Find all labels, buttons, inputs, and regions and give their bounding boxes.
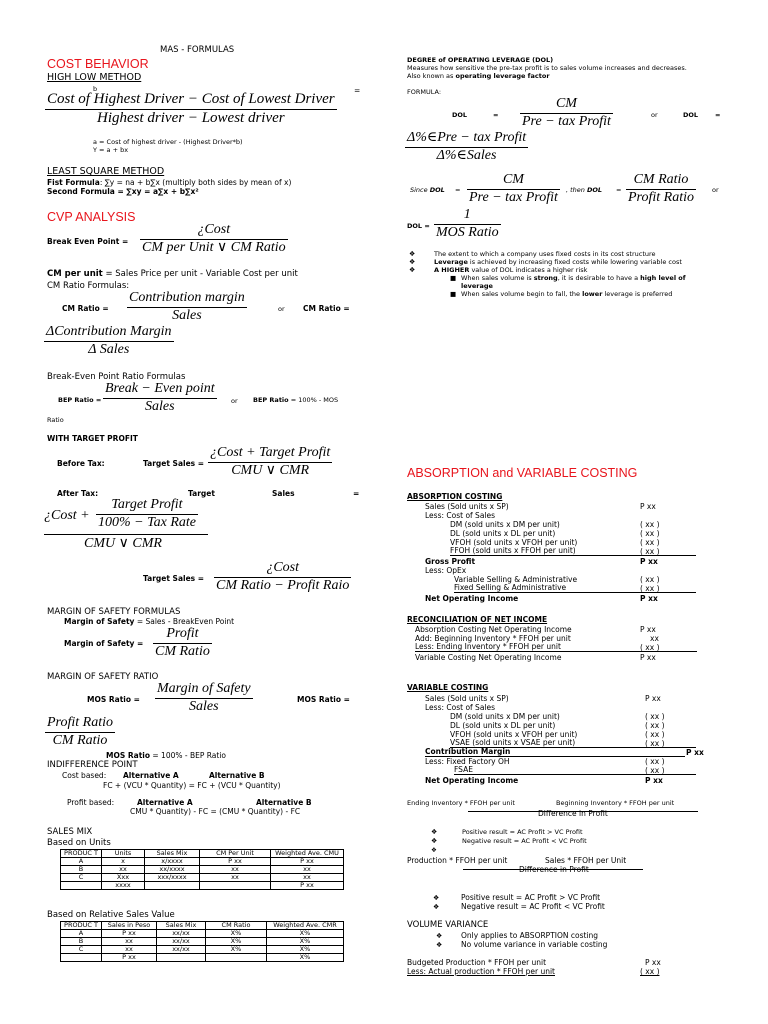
statement-line-label: Variable Selling & Administrative: [454, 575, 578, 584]
a-formula: a = Cost of highest driver - (Highest Driver*b): [93, 138, 243, 146]
variable-costing-heading: VARIABLE COSTING: [407, 683, 489, 692]
table-cell: xx/xxxx: [145, 866, 200, 874]
dol-f2-denominator: Δ%∈Sales: [436, 147, 497, 163]
dol-bullet-1: [409, 250, 656, 258]
table-cell: x/xxxx: [145, 858, 200, 866]
table-cell: P xx: [102, 954, 157, 962]
dol-equals-3: =: [455, 186, 461, 194]
bep-ratio-label: BEP Ratio =: [58, 396, 102, 404]
dol-fraction-4: [626, 173, 696, 205]
dol-aka-term: operating leverage factor: [455, 72, 550, 80]
table-cell: X%: [267, 946, 344, 954]
bep-ratio-fraction: [103, 382, 217, 414]
dol-aka: [407, 72, 550, 80]
table-header: Sales Mix: [145, 850, 200, 858]
table-cell: [145, 882, 200, 890]
table-cell: X%: [206, 938, 267, 946]
or-text: or: [651, 111, 658, 119]
mos-ratio-label: MOS Ratio =: [87, 695, 140, 704]
cm-per-unit-label: CM per unit: [47, 269, 103, 279]
square-bullet-icon: ■: [450, 290, 457, 298]
table-header: Sales Mix: [157, 922, 206, 930]
statement-line-value: P xx: [640, 594, 658, 603]
bep-ratio-alt: [253, 396, 338, 404]
first-formula: [47, 178, 291, 187]
after-tax-sales: Sales: [272, 489, 295, 498]
table-row: [61, 882, 344, 890]
target-sales-label-2: Target Sales =: [143, 574, 205, 583]
absorption-costing-heading: ABSORPTION COSTING: [407, 492, 503, 501]
table-cell: [206, 954, 267, 962]
bep-fraction: [140, 223, 288, 255]
after-tax-equals: =: [353, 489, 360, 498]
diamond-bullet-icon: ❖: [436, 941, 443, 949]
since-dol-label: DOL: [429, 186, 445, 194]
bep-denominator: CM per Unit ∨ CM Ratio: [142, 239, 286, 255]
sub-bullet-1-a: When sales volume is: [461, 274, 534, 282]
table-cell: B: [61, 938, 102, 946]
table-cell: X%: [267, 938, 344, 946]
b-label: b: [93, 85, 98, 93]
dol-label: DOL: [452, 111, 468, 119]
before-tax-denominator: CMU ∨ CMR: [231, 462, 310, 478]
statement-line-value: ( xx ): [645, 730, 665, 739]
statement-line-value: P xx: [645, 694, 661, 703]
ratio-word: Ratio: [47, 416, 64, 424]
square-bullet-icon: ■: [450, 274, 457, 282]
table-cell: [61, 954, 102, 962]
statement-line-value: P xx: [640, 625, 656, 634]
after-tax-inner-numerator: Target Profit: [111, 497, 183, 512]
indifference-heading: INDIFFERENCE POINT: [47, 760, 138, 770]
after-tax-inner-denominator: 100% − Tax Rate: [98, 514, 196, 530]
volume-variance-bullet-2-text: No volume variance in variable costing: [461, 940, 608, 949]
then-dol: [566, 186, 602, 194]
statement-line-label: DM (sold units x DM per unit): [450, 712, 560, 721]
y-formula: Y = a + bx: [93, 146, 129, 154]
delta-cm-denominator: Δ Sales: [88, 341, 130, 357]
units-heading: Based on Units: [47, 838, 111, 848]
dol-equals: =: [493, 111, 499, 119]
table-row: [61, 858, 344, 866]
table-header: Weighted Ave. CMR: [267, 922, 344, 930]
dol-label-2: DOL: [683, 111, 699, 119]
statement-line-value: ( xx ): [645, 712, 665, 721]
table-cell: P xx: [102, 930, 157, 938]
delta-cm-fraction: [44, 325, 174, 357]
cost-behavior-heading: COST BEHAVIOR: [47, 57, 149, 71]
dol-equals-2: =: [715, 111, 721, 119]
sales-value-table-body: [61, 930, 344, 962]
high-low-numerator: Cost of Highest Driver − Cost of Lowest Driver: [47, 91, 335, 107]
diamond-bullet-icon: ❖: [436, 932, 443, 940]
mos-fraction: [153, 627, 212, 659]
table-cell: xx/xx: [157, 930, 206, 938]
reconciliation-heading: RECONCILIATION OF NET INCOME: [407, 615, 548, 624]
table-cell: xx: [102, 946, 157, 954]
table-cell: P xx: [200, 858, 271, 866]
budgeted-production: Budgeted Production * FFOH per unit: [407, 958, 547, 967]
table-header: PRODUC T: [61, 922, 102, 930]
table-cell: xx: [200, 874, 271, 882]
target-profit-heading: WITH TARGET PROFIT: [47, 434, 138, 443]
table-cell: xxx/xxxx: [145, 874, 200, 882]
target-sales-2-fraction: [214, 561, 351, 593]
sales-ffoh: Sales * FFOH per Unit: [545, 856, 627, 865]
table-row: [61, 954, 344, 962]
table-cell: xx: [271, 874, 344, 882]
profit-ratio-numerator: Profit Ratio: [47, 715, 113, 730]
negative-result-1: [431, 837, 587, 845]
high-low-heading: HIGH LOW METHOD: [47, 72, 142, 83]
sub-bullet-2-a: When sales volume begin to fall, the: [461, 290, 583, 298]
bep-ratio-label-2: BEP Ratio: [253, 396, 289, 404]
dol-f4-numerator: CM Ratio: [633, 172, 689, 187]
statement-line-label: Less: Cost of Sales: [425, 703, 496, 712]
dol-bullet-3-bold: A HIGHER: [434, 266, 470, 274]
table-header: Weighted Ave. CMU: [271, 850, 344, 858]
statement-line-value: ( xx ): [640, 643, 660, 652]
sales-value-table: [60, 921, 344, 962]
table-header: CM Per Unit: [200, 850, 271, 858]
diamond-bullet-icon: ❖: [409, 266, 416, 274]
dol-fraction-5: [434, 208, 501, 240]
bep-ratio-alt-text: = 100% - MOS: [288, 396, 339, 404]
table-cell: xxxx: [102, 882, 145, 890]
diamond-bullet-icon: ❖: [431, 846, 437, 854]
dol-bullet-2-bold: Leverage: [434, 258, 468, 266]
table-cell: X%: [267, 954, 344, 962]
negative-result-1-text: Negative result = AC Profit < VC Profit: [462, 837, 587, 845]
table-cell: xx: [271, 866, 344, 874]
mos-line-2-label: Margin of Safety =: [64, 639, 144, 648]
bep-ratio-denominator: Sales: [145, 398, 175, 414]
volume-variance-bullet-1: [436, 931, 599, 940]
dol-f3-numerator: CM: [502, 172, 524, 187]
mos-ratio-numerator: Margin of Safety: [157, 681, 251, 696]
statement-line-label: Variable Costing Net Operating Income: [415, 653, 562, 662]
statement-line-label: Less: Ending Inventory * FFOH per unit: [415, 643, 697, 652]
statement-line-label: Sales (Sold units x SP): [425, 694, 509, 703]
dol-equals-4: =: [616, 186, 622, 194]
cm-ratio-numerator: Contribution margin: [129, 290, 245, 305]
units-table-body: [61, 858, 344, 890]
actual-production: Less: Actual production * FFOH per unit: [407, 967, 555, 976]
statement-line-label: Sales (Sold units x SP): [425, 502, 509, 511]
mos-denominator: CM Ratio: [155, 643, 210, 659]
mos-line-1: [64, 617, 234, 626]
profit-ratio-denominator: CM Ratio: [52, 732, 108, 748]
table-cell: Xxx: [102, 874, 145, 882]
dol-bullet-1-text: The extent to which a company uses fixed costs in its cost structure: [434, 250, 656, 258]
target-sales-2-numerator: ¿Cost: [266, 560, 300, 575]
before-tax-label: Before Tax:: [57, 459, 105, 468]
statement-line-value: ( xx ): [645, 757, 665, 766]
diamond-bullet-icon: ❖: [433, 903, 440, 911]
statement-line-label: DM (sold units x DM per unit): [450, 520, 560, 529]
cm-ratio-formulas: CM Ratio Formulas:: [47, 281, 130, 291]
dol-f1-numerator: CM: [555, 96, 577, 111]
mos-ratio-label-2: MOS Ratio =: [297, 695, 350, 704]
dol-sub-bullet-1-cont: leverage: [461, 282, 493, 290]
mos-bep-text: = 100% - BEP Ratio: [150, 751, 227, 760]
or-text-2: or: [712, 186, 719, 194]
table-row: [61, 866, 344, 874]
cm-ratio-denominator: Sales: [172, 307, 202, 323]
dol-f3-denominator: Pre − tax Profit: [469, 189, 558, 205]
after-tax-denominator: CMU ∨ CMR: [84, 536, 162, 551]
first-formula-label: Fist Formula: [47, 178, 100, 187]
alt-b-label-2: Alternative B: [256, 798, 312, 807]
statement-line-label: Less: Cost of Sales: [425, 511, 496, 520]
least-square-heading: LEAST SQUARE METHOD: [47, 166, 165, 177]
diamond-bullet-icon: ❖: [433, 894, 440, 902]
positive-result-1: [431, 828, 583, 836]
cm-ratio-label: CM Ratio =: [62, 304, 109, 313]
volume-variance-heading: VOLUME VARIANCE: [407, 920, 489, 930]
statement-line-label: FFOH (sold units x FFOH per unit): [450, 547, 696, 556]
dol-aka-text: Also known as: [407, 72, 456, 80]
mos-bep-label: MOS Ratio: [106, 751, 150, 760]
statement-line-label: VFOH (sold units x VFOH per unit): [450, 730, 578, 739]
negative-result-2-text: Negative result = AC Profit < VC Profit: [461, 902, 605, 911]
dol-bullet-3-text: value of DOL indicates a higher risk: [469, 266, 588, 274]
equals-sign: =: [354, 86, 361, 95]
dol-f1-denominator: Pre − tax Profit: [522, 113, 611, 129]
mos-ratio-heading: MARGIN OF SAFETY RATIO: [47, 672, 159, 682]
dol-fraction-3: [467, 173, 560, 205]
table-header: CM Ratio: [206, 922, 267, 930]
page-title: MAS - FORMULAS: [160, 45, 235, 55]
first-formula-text: : ∑y = na + b∑x (multiply both sides by mean of x): [99, 178, 292, 187]
table-cell: B: [61, 866, 102, 874]
cm-per-unit-text: = Sales Price per unit - Variable Cost per unit: [102, 269, 298, 279]
diamond-bullet-icon: ❖: [431, 837, 438, 845]
after-tax-target: Target: [188, 489, 215, 498]
diamond-bullet-icon: ❖: [409, 250, 416, 258]
statement-line-value: xx: [650, 634, 659, 643]
profit-based-label: Profit based:: [67, 798, 115, 807]
table-cell: [61, 882, 102, 890]
since-dol: [410, 186, 445, 194]
cm-ratio-label-2: CM Ratio =: [303, 304, 350, 313]
absorption-heading: ABSORPTION and VARIABLE COSTING: [407, 466, 638, 480]
statement-line-label: Add: Beginning Inventory * FFOH per unit: [415, 634, 571, 643]
ending-inventory-label: Ending Inventory * FFOH per unit: [407, 799, 515, 807]
statement-line-value: P xx: [640, 653, 656, 662]
negative-result-2: [433, 902, 605, 911]
dol-description: Measures how sensitive the pre-tax profit is to sales volume increases and decreases.: [407, 64, 687, 72]
table-cell: xx: [102, 866, 145, 874]
mos-ratio-fraction: [155, 682, 253, 714]
alt-a-label-2: Alternative A: [137, 798, 193, 807]
difference-in-profit: Difference in Profit: [538, 809, 608, 818]
bep-label: Break Even Point =: [47, 237, 129, 246]
dol-fraction-2: [405, 131, 528, 163]
statement-line-label: Fixed Selling & Administrative: [454, 584, 696, 593]
after-tax-label: After Tax:: [57, 489, 99, 498]
dol-heading: DEGREE of OPERATING LEVERAGE (DOL): [407, 56, 554, 64]
dol-f4-denominator: Profit Ratio: [628, 189, 694, 205]
or-text: or: [278, 305, 285, 313]
mos-numerator: Profit: [166, 626, 199, 641]
table-cell: P xx: [271, 882, 344, 890]
profit-based-formula: CMU * Quantity) - FC = (CMU * Quantity) - FC: [130, 807, 301, 816]
statement-line-value: ( xx ): [645, 739, 665, 748]
alt-a-label: Alternative A: [123, 771, 179, 780]
statement-line-label: Less: Fixed Factory OH: [425, 757, 510, 766]
before-tax-numerator: ¿Cost + Target Profit: [210, 445, 331, 460]
statement-line-value: P xx: [686, 748, 704, 757]
table-cell: x: [102, 858, 145, 866]
table-cell: P xx: [271, 858, 344, 866]
high-low-fraction: [45, 92, 337, 127]
dol-fraction-1: [520, 97, 613, 129]
alt-b-label: Alternative B: [209, 771, 265, 780]
statement-line-value: P xx: [640, 557, 658, 566]
profit-ratio-fraction: [45, 716, 115, 748]
positive-result-2: [433, 893, 601, 902]
table-cell: xx: [102, 938, 157, 946]
sales-value-heading: Based on Relative Sales Value: [47, 910, 175, 920]
statement-line-label: Net Operating Income: [425, 776, 519, 785]
table-header: PRODUC T: [61, 850, 102, 858]
volume-variance-bullet-1-text: Only applies to ABSORPTION costing: [461, 931, 599, 940]
statement-line-value: ( xx ): [645, 766, 665, 775]
statement-line-value: ( xx ): [640, 520, 660, 529]
mos-heading: MARGIN OF SAFETY FORMULAS: [47, 607, 181, 617]
then-dol-label: DOL: [587, 186, 603, 194]
dol-sub-bullet-1: [450, 274, 686, 282]
statement-line-label: Less: OpEx: [425, 566, 467, 575]
after-tax-cost: ¿Cost +: [44, 508, 90, 523]
dol-f2-numerator: Δ%∈Pre − tax Profit: [407, 130, 527, 145]
table-cell: xx/xx: [157, 938, 206, 946]
sub-bullet-2-c: leverage is preferred: [602, 290, 673, 298]
statement-line-label: Absorption Costing Net Operating Income: [415, 625, 572, 634]
statement-line-value: ( xx ): [640, 538, 660, 547]
table-cell: C: [61, 874, 102, 882]
statement-line-value: ( xx ): [640, 547, 660, 556]
statement-line-label: Net Operating Income: [425, 594, 519, 603]
statement-line-label: FSAE: [454, 766, 696, 775]
since-text: Since: [410, 186, 430, 194]
statement-line-value: P xx: [645, 776, 663, 785]
beginning-inventory-label: Beginning Inventory * FFOH per unit: [556, 799, 675, 807]
actual-production-value: ( xx ): [640, 967, 660, 976]
diamond-bullet-icon: ❖: [431, 828, 438, 836]
cvp-heading: CVP ANALYSIS: [47, 210, 136, 224]
table-cell: A: [61, 930, 102, 938]
delta-cm-numerator: ΔContribution Margin: [46, 324, 172, 339]
statement-line-label: DL (sold units x DL per unit): [450, 529, 556, 538]
cm-ratio-fraction: [127, 291, 247, 323]
statement-line-value: P xx: [640, 502, 656, 511]
statement-line-value: ( xx ): [645, 721, 665, 730]
target-sales-label: Target Sales =: [143, 459, 205, 468]
table-cell: xx: [200, 866, 271, 874]
cost-based-formula: FC + (VCU * Quantity) = FC + (VCU * Quantity): [103, 781, 281, 790]
table-header: Sales in Peso: [102, 922, 157, 930]
statement-line-label: VFOH (sold units x VFOH per unit): [450, 538, 578, 547]
positive-result-2-text: Positive result = AC Profit > VC Profit: [461, 893, 601, 902]
bep-ratio-numerator: Break − Even point: [105, 381, 215, 396]
table-cell: xx/xx: [157, 946, 206, 954]
statement-line-label: VSAE (sold units x VSAE per unit): [450, 739, 696, 748]
dol-bullet-2-text: is achieved by increasing fixed costs while lowering variable cost: [467, 258, 682, 266]
difference-in-profit-2: Difference in Profit: [519, 865, 589, 874]
table-cell: X%: [206, 946, 267, 954]
dol-bullet-3: [409, 266, 588, 274]
diamond-bullet-icon: ❖: [409, 258, 416, 266]
table-cell: [200, 882, 271, 890]
positive-result-1-text: Positive result = AC Profit > VC Profit: [462, 828, 583, 836]
table-cell: X%: [267, 930, 344, 938]
statement-line-label: Gross Profit: [425, 557, 476, 566]
bep-ratio-formulas: Break-Even Point Ratio Formulas: [47, 372, 186, 382]
mos-bep-line: [106, 751, 226, 760]
volume-variance-bullet-2: [436, 940, 608, 949]
or-text: or: [231, 397, 238, 405]
mos-line-1-label: Margin of Safety: [64, 617, 135, 626]
mos-ratio-denominator: Sales: [189, 698, 219, 714]
sales-mix-heading: SALES MIX: [47, 827, 93, 837]
table-cell: A: [61, 858, 102, 866]
before-tax-fraction: [208, 446, 332, 478]
statement-line-label: DL (sold units x DL per unit): [450, 721, 556, 730]
formula-label: FORMULA:: [407, 88, 442, 96]
dol-f5-denominator: MOS Ratio: [436, 224, 499, 240]
dol-sub-bullet-2: [450, 290, 673, 298]
cost-based-label: Cost based:: [62, 771, 107, 780]
table-cell: [157, 954, 206, 962]
statement-line-value: ( xx ): [640, 584, 660, 593]
second-formula: Second Formula = ∑xy = a∑x + b∑x²: [47, 187, 199, 196]
sub-bullet-1-c: , it is desirable to have a: [557, 274, 641, 282]
production-ffoh: Production * FFOH per unit: [407, 856, 508, 865]
bep-numerator: ¿Cost: [197, 222, 231, 237]
high-low-denominator: Highest driver − Lowest driver: [97, 109, 285, 126]
statement-line-value: ( xx ): [640, 575, 660, 584]
budgeted-production-value: P xx: [645, 958, 661, 967]
dol-f5-numerator: 1: [463, 207, 471, 222]
target-sales-2-denominator: CM Ratio − Profit Raio: [216, 577, 350, 593]
statement-line-value: ( xx ): [640, 529, 660, 538]
cm-per-unit: [47, 269, 298, 279]
table-cell: C: [61, 946, 102, 954]
sub-bullet-1-b: strong: [533, 274, 558, 282]
table-header: Units: [102, 850, 145, 858]
dol-label-5: DOL =: [407, 222, 430, 230]
after-tax-inner-fraction: [96, 498, 198, 530]
sub-bullet-1-d: high level of: [640, 274, 686, 282]
dol-bullet-2: [409, 258, 682, 266]
statement-line-label: Contribution Margin: [425, 748, 685, 757]
sub-bullet-2-b: lower: [582, 290, 603, 298]
mos-line-1-text: = Sales - BreakEven Point: [134, 617, 235, 626]
table-cell: X%: [206, 930, 267, 938]
then-text: , then: [566, 186, 587, 194]
units-table: [60, 849, 344, 890]
